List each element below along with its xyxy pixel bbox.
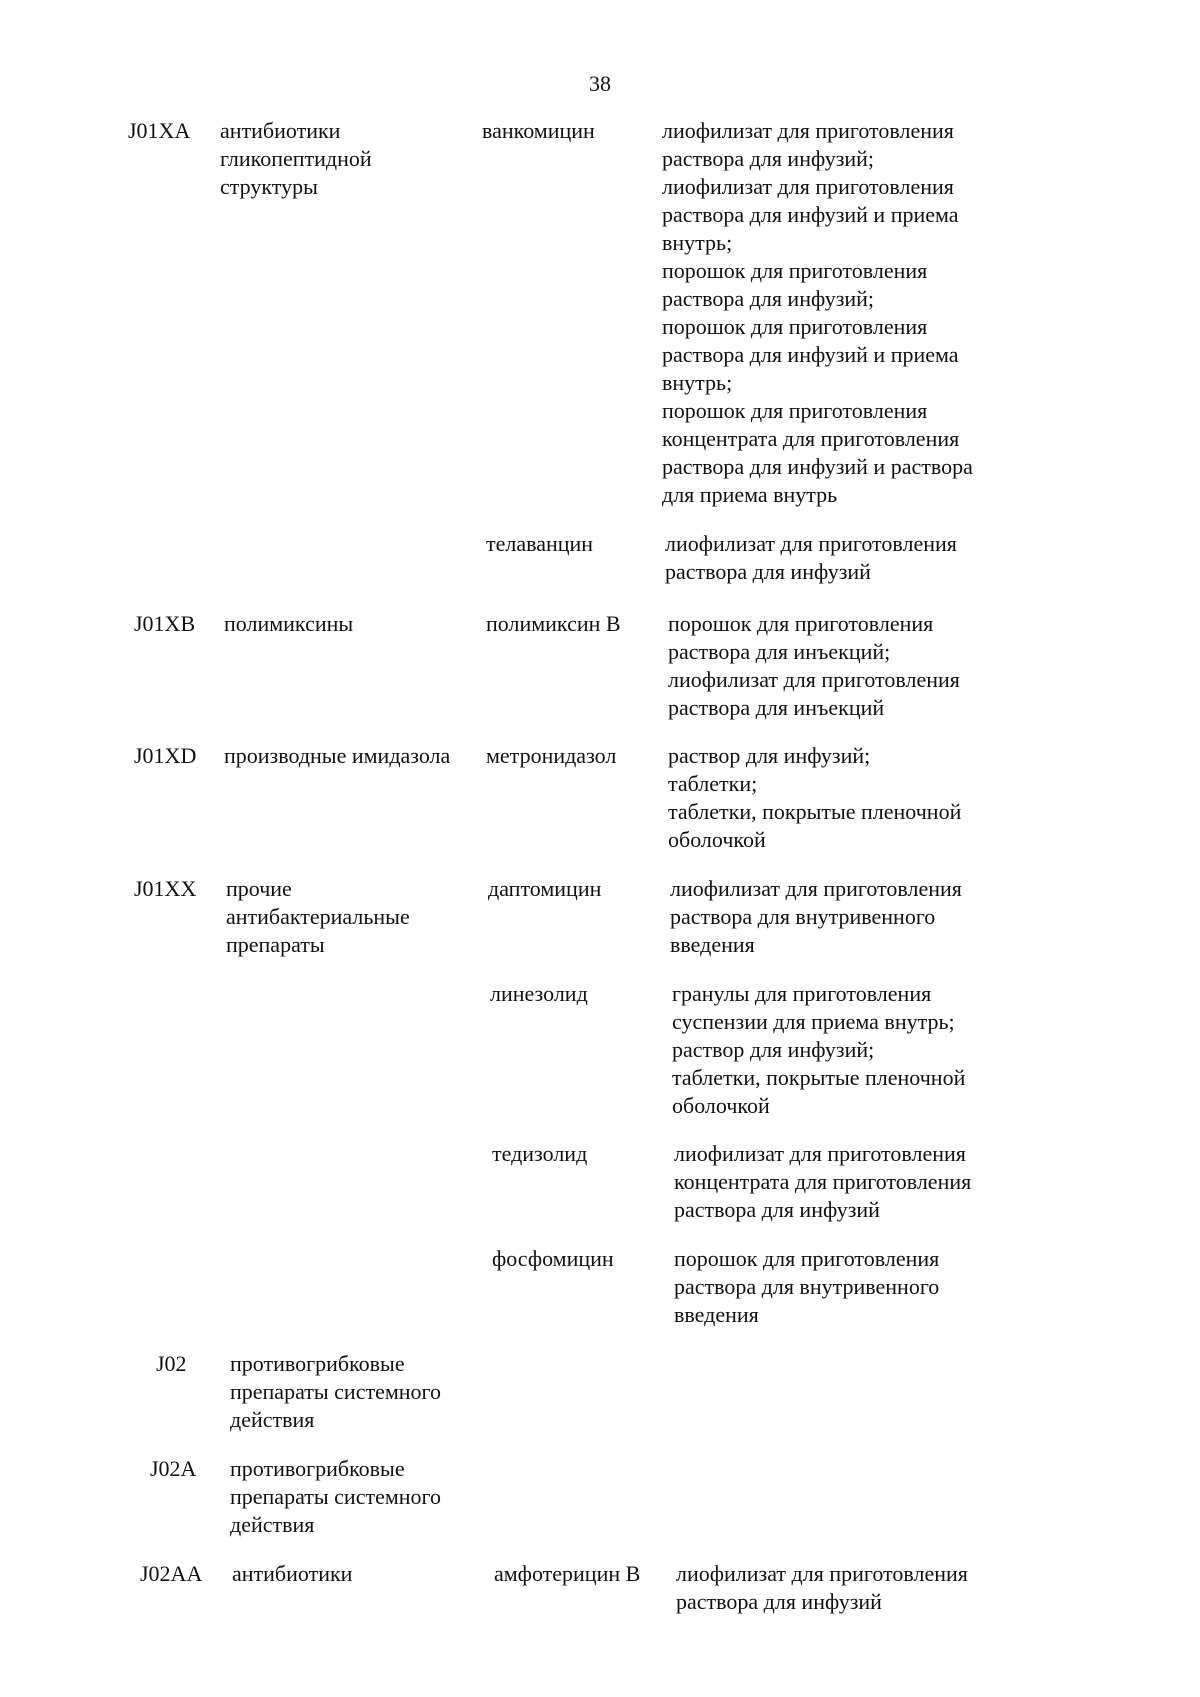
medicinal-substance: полимиксин В [486, 611, 621, 636]
dosage-form-line: таблетки, покрытые пленочной [672, 1065, 966, 1090]
dosage-form-line: порошок для приготовления [662, 258, 928, 283]
atc-code: J01XB [134, 611, 196, 636]
dosage-form-line: оболочкой [672, 1093, 770, 1118]
group-line: противогрибковые [230, 1351, 405, 1376]
dosage-form-line: лиофилизат для приготовления [674, 1141, 966, 1166]
dosage-form-line: суспензии для приема внутрь; [672, 1009, 955, 1034]
dosage-form-line: внутрь; [662, 230, 733, 255]
group-line: препараты [226, 932, 325, 957]
dosage-form-line: лиофилизат для приготовления [668, 667, 960, 692]
dosage-forms [672, 980, 1032, 1120]
anatomical-therapeutic-chemical-group [220, 117, 490, 201]
group-line: противогрибковые [230, 1456, 405, 1481]
anatomical-therapeutic-chemical-group [226, 875, 496, 959]
dosage-form-line: лиофилизат для приготовления [662, 174, 954, 199]
dosage-forms [662, 117, 1022, 509]
dosage-form-line: для приема внутрь [662, 482, 838, 507]
group-line: действия [230, 1407, 315, 1432]
dosage-form-line: лиофилизат для приготовления [662, 118, 954, 143]
dosage-form-line: раствора для инфузий и приема [662, 342, 959, 367]
group-line: антибактериальные [226, 904, 410, 929]
dosage-form-line: концентрата для приготовления [662, 426, 960, 451]
group-line: полимиксины [224, 611, 354, 636]
dosage-forms [674, 1245, 1034, 1329]
dosage-form-line: раствора для инфузий [676, 1589, 882, 1614]
group-line: структуры [220, 174, 318, 199]
dosage-form-line: порошок для приготовления [674, 1246, 940, 1271]
dosage-forms [674, 1140, 1034, 1224]
anatomical-therapeutic-chemical-group [224, 610, 494, 638]
dosage-form-line: раствор для инфузий; [672, 1037, 875, 1062]
dosage-form-line: таблетки, покрытые пленочной [668, 799, 962, 824]
dosage-forms [676, 1560, 1036, 1616]
anatomical-therapeutic-chemical-group [230, 1350, 500, 1434]
dosage-form-line: раствора для внутривенного [674, 1274, 940, 1299]
anatomical-therapeutic-chemical-group [232, 1560, 502, 1588]
dosage-form-line: оболочкой [668, 827, 766, 852]
dosage-forms [668, 742, 1028, 854]
dosage-form-line: порошок для приготовления [662, 398, 928, 423]
dosage-form-line: введения [674, 1302, 759, 1327]
dosage-form-line: внутрь; [662, 370, 733, 395]
medicinal-substance: линезолид [490, 981, 588, 1006]
page-number: 38 [589, 71, 611, 96]
dosage-form-line: раствора для внутривенного [670, 904, 936, 929]
atc-code: J01XD [134, 743, 197, 768]
atc-code: J02A [150, 1456, 197, 1481]
dosage-form-line: раствора для инфузий и раствора [662, 454, 973, 479]
dosage-form-line: раствора для инъекций; [668, 639, 891, 664]
medicinal-substance: метронидазол [486, 743, 617, 768]
dosage-form-line: порошок для приготовления [662, 314, 928, 339]
dosage-form-line: раствора для инфузий [674, 1197, 880, 1222]
dosage-form-line: порошок для приготовления [668, 611, 934, 636]
group-line: препараты системного [230, 1379, 442, 1404]
group-line: гликопептидной [220, 146, 372, 171]
medicinal-substance: телаванцин [486, 531, 594, 556]
medicinal-substance: ванкомицин [482, 118, 595, 143]
group-line: действия [230, 1512, 315, 1537]
dosage-form-line: раствора для инфузий; [662, 146, 875, 171]
atc-code: J02 [156, 1351, 187, 1376]
dosage-form-line: лиофилизат для приготовления [670, 876, 962, 901]
medicinal-substance: фосфомицин [492, 1246, 614, 1271]
dosage-forms [665, 530, 1025, 586]
atc-code: J02AA [140, 1561, 203, 1586]
dosage-form-line: раствора для инфузий; [662, 286, 875, 311]
group-line: антибиотики [220, 118, 341, 143]
medicinal-substance: амфотерицин В [494, 1561, 641, 1586]
dosage-form-line: раствора для инфузий и приема [662, 202, 959, 227]
dosage-form-line: концентрата для приготовления [674, 1169, 972, 1194]
group-line: прочие [226, 876, 292, 901]
dosage-form-line: лиофилизат для приготовления [676, 1561, 968, 1586]
atc-code: J01XX [134, 876, 197, 901]
dosage-form-line: введения [670, 932, 755, 957]
medicinal-substance: тедизолид [492, 1141, 588, 1166]
group-line: производные имидазола [224, 743, 451, 768]
dosage-form-line: раствора для инъекций [668, 695, 885, 720]
dosage-form-line: раствор для инфузий; [668, 743, 871, 768]
dosage-forms [670, 875, 1030, 959]
dosage-form-line: гранулы для приготовления [672, 981, 932, 1006]
dosage-form-line: лиофилизат для приготовления [665, 531, 957, 556]
group-line: антибиотики [232, 1561, 353, 1586]
anatomical-therapeutic-chemical-group [230, 1455, 500, 1539]
dosage-form-line: раствора для инфузий [665, 559, 871, 584]
anatomical-therapeutic-chemical-group [224, 742, 494, 770]
dosage-forms [668, 610, 1028, 722]
atc-code: J01XA [128, 118, 191, 143]
dosage-form-line: таблетки; [668, 771, 758, 796]
medicinal-substance: даптомицин [488, 876, 602, 901]
group-line: препараты системного [230, 1484, 442, 1509]
